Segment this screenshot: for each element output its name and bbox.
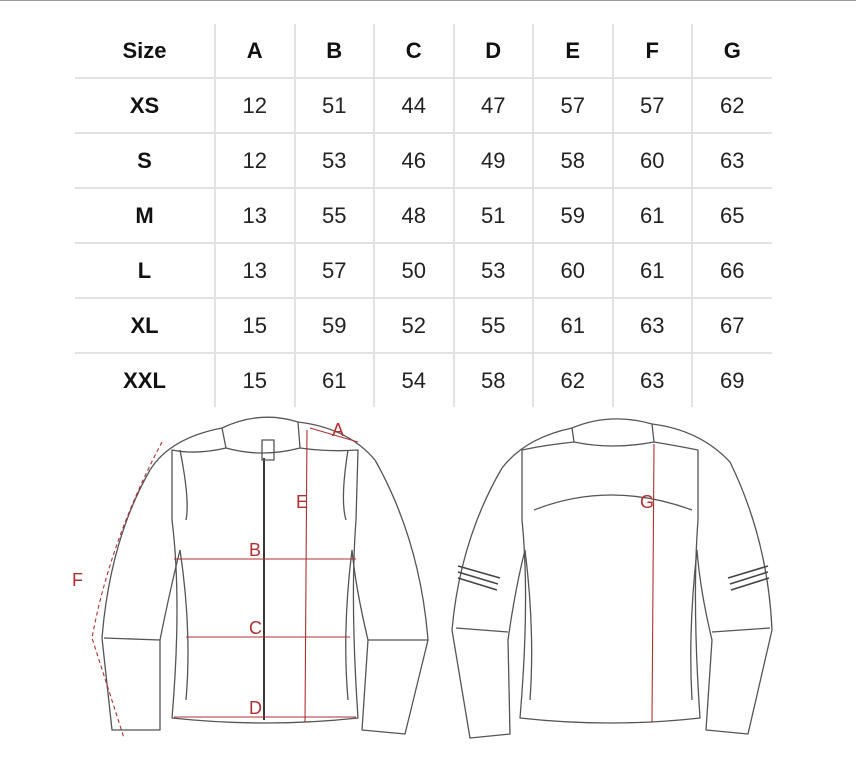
front-measurement-lines	[92, 428, 358, 738]
header-g: G	[692, 24, 772, 78]
cell-e: 62	[533, 353, 613, 407]
table-row	[75, 243, 772, 298]
header-size: Size	[75, 24, 215, 78]
header-e: E	[533, 24, 613, 78]
measure-line-f	[92, 442, 162, 738]
front-left-sleeve-cuff	[104, 638, 160, 640]
back-torso-outline	[520, 442, 700, 723]
cell-e: 58	[533, 133, 613, 188]
cell-d: 51	[454, 188, 534, 243]
back-left-shoulder	[502, 428, 572, 468]
measure-line-g	[652, 444, 654, 722]
size-label: L	[75, 243, 215, 298]
cell-f: 63	[613, 298, 693, 353]
cell-a: 13	[215, 188, 295, 243]
cell-c: 54	[374, 353, 454, 407]
back-right-sleeve	[697, 462, 772, 734]
cell-f: 57	[613, 78, 693, 133]
front-right-raglan-seam	[343, 450, 348, 520]
label-d: D	[249, 698, 262, 718]
back-left-side-seam	[525, 550, 532, 700]
back-measurement-labels	[640, 492, 654, 512]
cell-e: 59	[533, 188, 613, 243]
cell-b: 53	[295, 133, 375, 188]
cell-d: 58	[454, 353, 534, 407]
front-left-shoulder	[150, 428, 222, 470]
front-torso-outline	[172, 448, 358, 723]
cell-g: 67	[692, 298, 772, 353]
cell-c: 46	[374, 133, 454, 188]
cell-c: 50	[374, 243, 454, 298]
cell-f: 63	[613, 353, 693, 407]
header-a: A	[215, 24, 295, 78]
cell-b: 51	[295, 78, 375, 133]
front-left-sleeve	[102, 470, 180, 730]
label-a: A	[332, 420, 345, 440]
cell-g: 62	[692, 78, 772, 133]
cell-f: 61	[613, 188, 693, 243]
table-row	[75, 353, 772, 407]
back-left-sleeve-cuff	[456, 628, 508, 632]
front-right-side-seam	[346, 550, 352, 700]
size-label: XL	[75, 298, 215, 353]
cell-a: 12	[215, 133, 295, 188]
cell-g: 66	[692, 243, 772, 298]
table-row	[75, 133, 772, 188]
cell-a: 15	[215, 353, 295, 407]
jacket-front-illustration	[102, 417, 428, 734]
back-measurement-lines	[652, 444, 654, 722]
cell-b: 55	[295, 188, 375, 243]
jacket-measurement-diagram	[0, 400, 856, 769]
top-divider	[0, 0, 856, 1]
size-label: XS	[75, 78, 215, 133]
front-right-sleeve	[352, 460, 428, 734]
size-label: M	[75, 188, 215, 243]
back-right-sleeve-cuff	[712, 628, 770, 632]
cell-g: 69	[720, 367, 745, 393]
cell-g: 65	[692, 188, 772, 243]
table-row	[75, 78, 772, 133]
cell-d: 55	[454, 298, 534, 353]
cell-d: 49	[454, 133, 534, 188]
cell-f: 61	[613, 243, 693, 298]
cell-e: 61	[533, 298, 613, 353]
size-chart-table	[75, 24, 772, 407]
header-b: B	[295, 24, 375, 78]
size-label: S	[75, 133, 215, 188]
back-reflective-bands	[458, 566, 769, 590]
label-f: F	[72, 570, 83, 590]
jacket-back-illustration	[452, 419, 772, 738]
table-header-row	[75, 24, 772, 78]
cell-c: 44	[374, 78, 454, 133]
cell-e: 57	[533, 78, 613, 133]
back-right-arm-band	[728, 566, 769, 590]
back-left-sleeve	[452, 468, 525, 738]
front-collar-tab	[262, 440, 274, 460]
front-collar	[222, 417, 300, 453]
back-yoke-seam	[534, 495, 692, 510]
header-f: F	[613, 24, 693, 78]
label-b: B	[249, 540, 262, 560]
header-c: C	[374, 24, 454, 78]
back-collar	[572, 419, 654, 446]
cell-f: 60	[613, 133, 693, 188]
cell-d: 53	[454, 243, 534, 298]
cell-a: 12	[215, 78, 295, 133]
cell-a: 13	[215, 243, 295, 298]
cell-b: 59	[295, 298, 375, 353]
size-label: XXL	[75, 353, 215, 407]
back-left-arm-band	[458, 566, 500, 590]
table-row	[75, 298, 772, 353]
table-row	[75, 188, 772, 243]
cell-b: 57	[295, 243, 375, 298]
cell-a: 15	[215, 298, 295, 353]
measure-line-e	[305, 430, 307, 722]
cell-g: 63	[692, 133, 772, 188]
cell-e: 60	[533, 243, 613, 298]
cell-d: 47	[454, 78, 534, 133]
label-g: G	[640, 492, 655, 512]
label-e: E	[296, 492, 309, 512]
header-d: D	[454, 24, 534, 78]
cell-c: 48	[374, 188, 454, 243]
front-left-raglan-seam	[180, 450, 187, 520]
label-c: C	[249, 618, 262, 638]
cell-b: 61	[295, 353, 375, 407]
cell-c: 52	[374, 298, 454, 353]
front-left-side-seam	[180, 550, 188, 700]
